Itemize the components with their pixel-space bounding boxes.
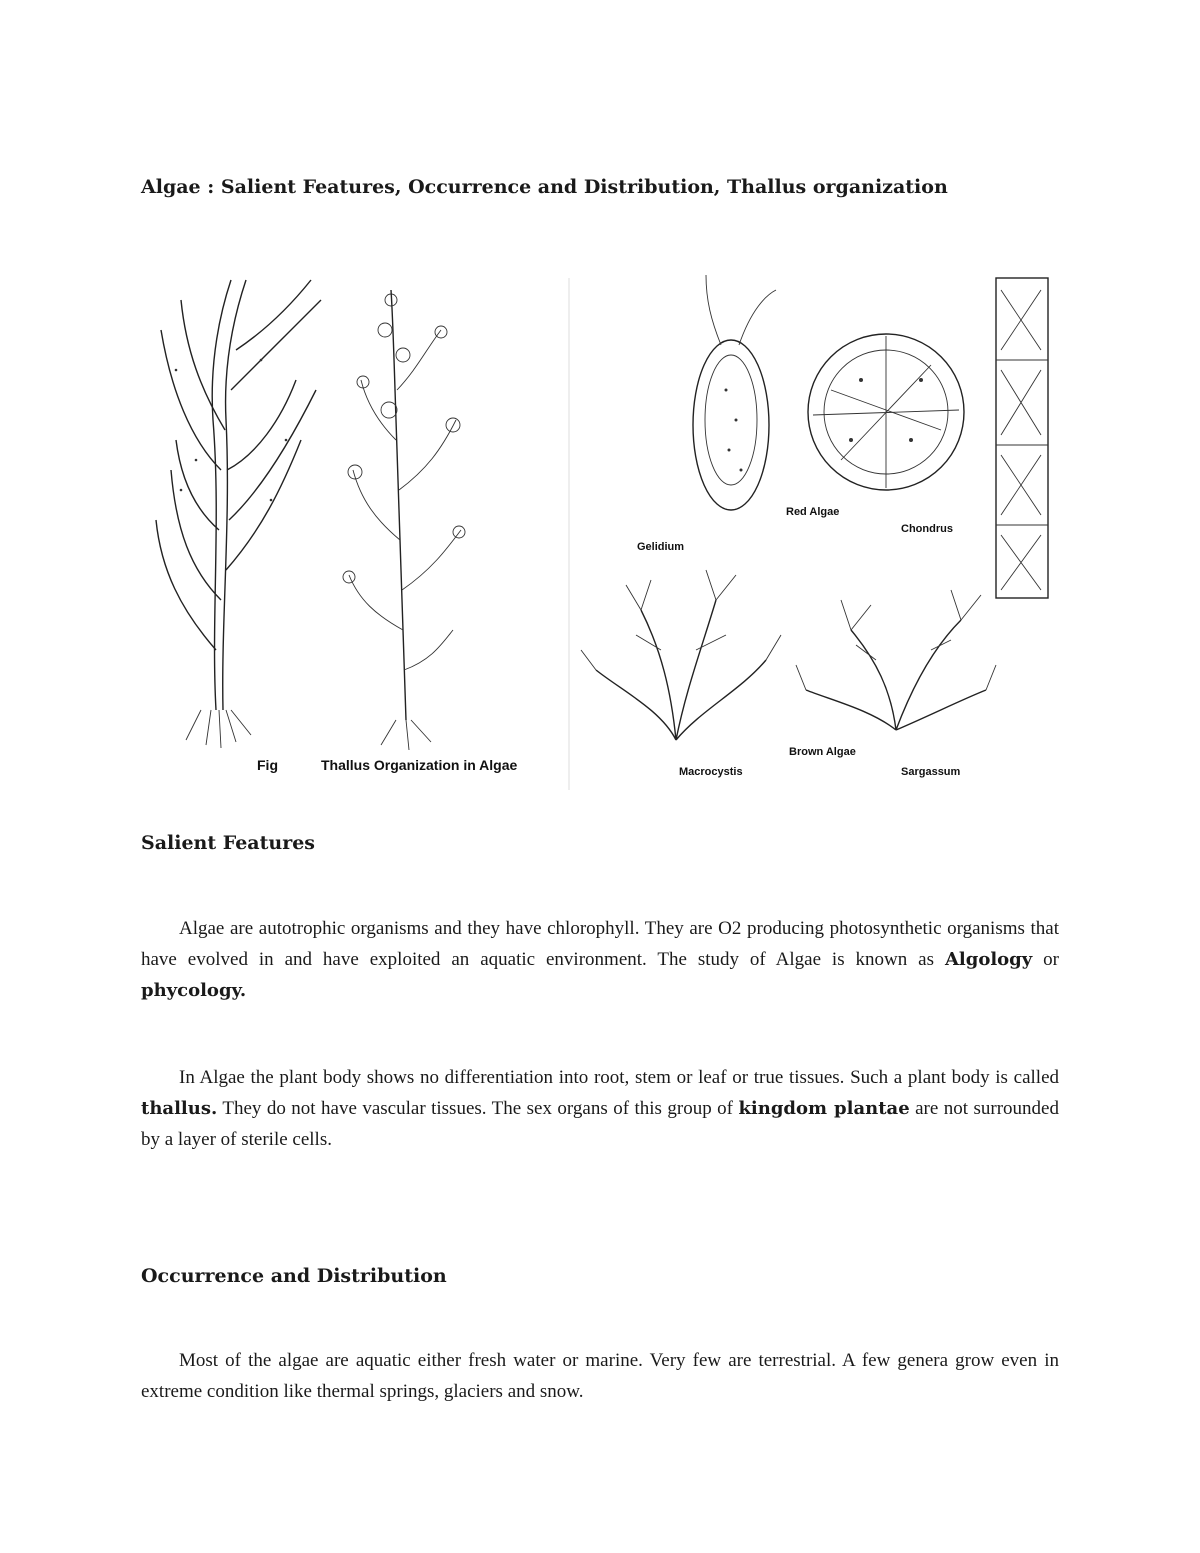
branched-plant-drawing — [343, 290, 465, 750]
left-plant-drawing — [156, 280, 321, 748]
heading-occurrence: Occurrence and Distribution — [141, 1265, 447, 1287]
thallus-illustration — [141, 270, 1061, 795]
term-kingdom-plantae: kingdom plantae — [738, 1098, 910, 1119]
salient-2-mid: They do not have vascular tissues. The sex organs of this group of — [217, 1098, 739, 1119]
filament-drawing — [996, 278, 1048, 598]
salient-2-text: In Algae the plant body shows no differentiation into root, stem or leaf or true tissues. Such a plant body is called — [179, 1067, 1059, 1088]
label-sargassum: Sargassum — [901, 766, 961, 778]
paragraph-salient-1 — [141, 913, 1059, 1006]
label-chondrus: Chondrus — [901, 523, 953, 535]
label-red-algae: Red Algae — [786, 506, 840, 518]
term-phycology: phycology. — [141, 980, 247, 1001]
term-algology: Algology — [944, 949, 1033, 970]
figure-caption-text: Thallus Organization in Algae — [321, 757, 518, 773]
term-thallus: thallus. — [141, 1098, 218, 1119]
label-brown-algae: Brown Algae — [789, 746, 856, 758]
paragraph-occurrence-1: Most of the algae are aquatic either fresh water or marine. Very few are terrestrial. A few genera grow even in extreme condition like thermal springs, glaciers and snow. — [141, 1350, 1059, 1402]
salient-1-text: Algae are autotrophic organisms and they have chlorophyll. They are O2 producing photosynthetic organisms that have evolved in and have exploited an aquatic environment. The study of Algae is known as — [141, 918, 1059, 970]
label-macrocystis: Macrocystis — [679, 766, 743, 778]
page-title: Algae : Salient Features, Occurrence and Distribution, Thallus organization — [141, 176, 948, 198]
chondrus-drawing — [796, 590, 996, 730]
colony-drawing — [808, 334, 964, 490]
salient-1-mid: or — [1032, 949, 1059, 970]
heading-salient-features: Salient Features — [141, 832, 315, 854]
paragraph-salient-2 — [141, 1062, 1059, 1155]
thallus-figure — [141, 270, 1061, 795]
salient-2-end: are not surrounded by a layer of sterile cells. — [141, 1098, 1059, 1150]
gelidium-drawing — [581, 570, 781, 740]
flagellate-cell-drawing — [693, 275, 776, 510]
figure-caption-prefix: Fig — [257, 757, 278, 773]
label-gelidium: Gelidium — [637, 541, 685, 553]
